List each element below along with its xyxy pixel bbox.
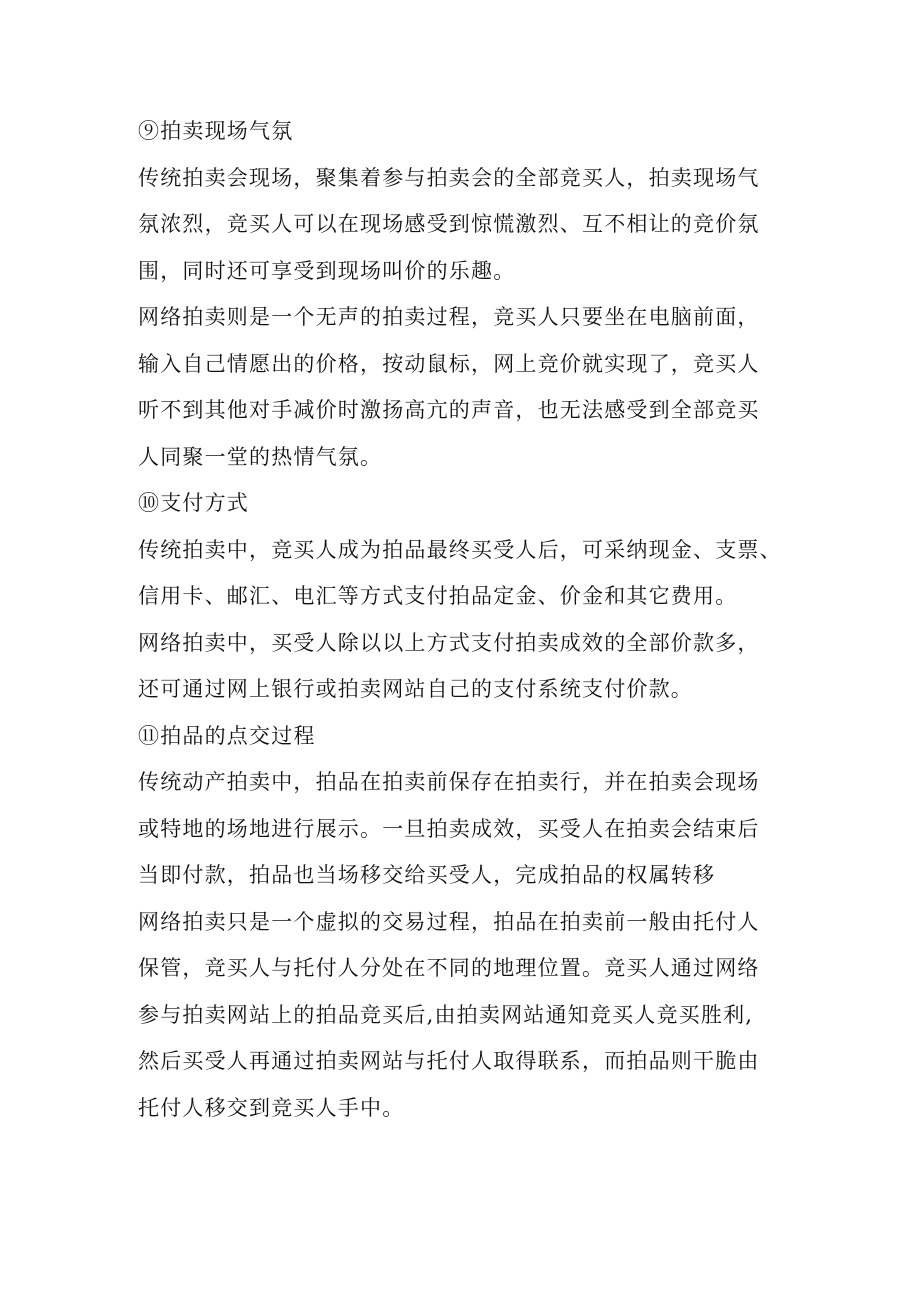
- paragraph: [138, 620, 788, 713]
- text-line: 围，同时还可享受到现场叫价的乐趣。: [138, 258, 516, 283]
- text-line: 信用卡、邮汇、电汇等方式支付拍品定金、价金和其它费用。: [138, 584, 738, 608]
- paragraph: [138, 527, 788, 620]
- text-line: 听不到其他对手减价时激扬高亢的声音，也无法感受到全部竞买: [138, 398, 760, 422]
- text-line: 人同聚一堂的热情气氛。: [138, 444, 383, 469]
- section-heading: ⑨拍卖现场气氛: [138, 119, 294, 143]
- text-line: 传统拍卖会现场，聚集着参与拍卖会的全部竞买人，拍卖现场气: [138, 165, 760, 190]
- section-payment-method: [138, 480, 788, 713]
- paragraph: [138, 294, 788, 480]
- section-heading: ⑪拍品的点交过程: [138, 723, 316, 748]
- text-line: 然后买受人再通过拍卖网站与托付人取得联系，而拍品则干脆由: [138, 1049, 760, 1073]
- text-line: 输入自己情愿出的价格，按动鼠标，网上竞价就实现了，竞买人: [138, 351, 760, 376]
- section-heading: ⑩支付方式: [138, 491, 249, 515]
- text-line: 或特地的场地进行展示。一旦拍卖成效，买受人在拍卖会结束后: [138, 816, 760, 841]
- text-line: 传统拍卖中，竞买人成为拍品最终买受人后，可采纳现金、支票、: [138, 537, 782, 562]
- text-line: 传统动产拍卖中，拍品在拍卖前保存在拍卖行，并在拍卖会现场: [138, 770, 760, 794]
- text-line: 参与拍卖网站上的拍品竞买后,由拍卖网站通知竞买人竞买胜利,: [138, 1002, 754, 1027]
- section-item-handover: [138, 713, 788, 1132]
- text-line: 网络拍卖则是一个无声的拍卖过程，竞买人只要坐在电脑前面，: [138, 305, 760, 329]
- document-body: [138, 108, 788, 1131]
- text-line: 氛浓烈，竞买人可以在现场感受到惊慌激烈、互不相让的竞价氛: [138, 212, 760, 236]
- text-line: 保管，竞买人与托付人分处在不同的地理位置。竞买人通过网络: [138, 956, 760, 980]
- text-line: 托付人移交到竞买人手中。: [138, 1095, 405, 1120]
- text-line: 还可通过网上银行或拍卖网站自己的支付系统支付价款。: [138, 677, 693, 701]
- text-line: 网络拍卖只是一个虚拟的交易过程，拍品在拍卖前一般由托付人: [138, 909, 760, 934]
- text-line: 网络拍卖中，买受人除以以上方式支付拍卖成效的全部价款多，: [138, 630, 760, 655]
- paragraph: [138, 759, 788, 899]
- paragraph: [138, 155, 788, 295]
- text-line: 当即付款，拍品也当场移交给买受人，完成拍品的权属转移: [138, 863, 716, 887]
- paragraph: [138, 899, 788, 1132]
- section-auction-atmosphere: [138, 108, 788, 480]
